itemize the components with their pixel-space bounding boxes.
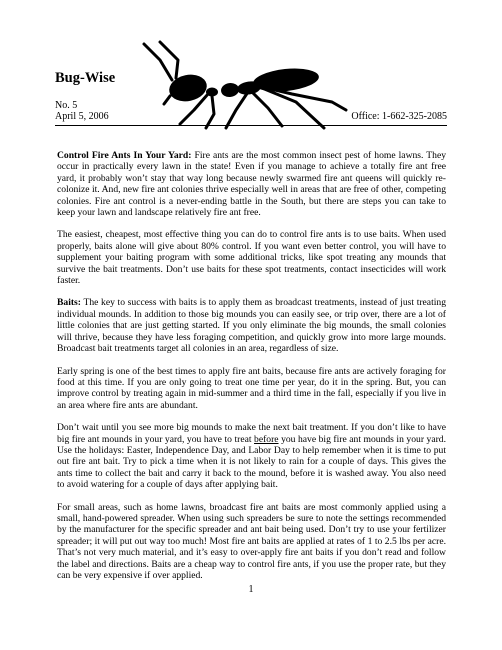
paragraph-text: Early spring is one of the best times to apply fire ant baits, because fire ants are actively foraging for food at this time. If you are only going to treat one time per year, do it in the spring. But, you can improve control by treating again in mid-summer and a third time in the fall, especially if you live in an area where fire ants are abundant. <box>57 365 446 411</box>
paragraph-early-spring <box>57 366 446 412</box>
issue-number: No. 5 <box>55 100 78 111</box>
paragraph-baits-intro <box>57 229 446 286</box>
page-number: 1 <box>248 584 254 595</box>
paragraph-text: The easiest, cheapest, most effective thing you can do to control fire ants is to use baits. When used properly, baits alone will give about 80% control. If you want even better control, you will have to supplement your baiting program with some additional tricks, like spot treating any mounds that survive the bait treatments. Don’t use baits for these spot treatments, contact insecticides will work faster. <box>57 229 446 287</box>
paragraph-text: Don’t wait until you see more big mounds to make the next bait treatment. If you don’t like to have big fire ant mounds in your yard, you have to treat <box>57 422 446 445</box>
paragraph-text: Fire ants are the most common insect pest of home lawns. They occur in practically every lawn in the state! Even if you manage to achieve a totally fire ant free yard, it probably won’t stay that way long because newly swarmed fire ant queens will quickly re-colonize it. And, new fire ant colonies thrive especially well in areas that are free of other, competing colonies. Fire ant control is a never-ending battle in the South, but there are steps you can take to keep your lawn and landscape relatively fire ant free. <box>57 150 447 219</box>
newsletter-title: Bug-Wise <box>55 70 116 86</box>
header-rule <box>55 125 447 126</box>
paragraph-timing <box>57 422 446 490</box>
paragraph-text: The key to success with baits is to apply them as broadcast treatments, instead of just treating individual mounds. In addition to those big mounds you can easily see, or trip over, there are a lot of little colonies that are just getting started. If you only eliminate the big mounds, the small colonies will thrive, because they have less foraging competition, and quickly grow into more large mounds. Broadcast bait treatments target all colonies in an area, regardless of size. <box>57 297 446 355</box>
section-heading-control: Control Fire Ants In Your Yard: <box>57 150 192 161</box>
fire-ant-icon <box>136 30 386 132</box>
issue-date: April 5, 2006 <box>55 111 109 122</box>
office-phone: Office: 1-662-325-2085 <box>351 111 447 122</box>
paragraph-baits <box>57 297 446 354</box>
underlined-word: before <box>254 433 279 445</box>
paragraph-text: you have big fire ant mounds in your yard. Use the holidays: Easter, Independence Day, and Labor Day to help remember when it is time to put out fire ant bait. Try to pick a time when it is not likely to rain for a couple of days. This gives the ants time to collect the bait and carry it back to the mound, before it is washed away. You also need to avoid watering for a couple of days after applying bait. <box>57 433 446 491</box>
paragraph-spreaders <box>57 502 446 582</box>
article-body <box>57 150 446 592</box>
paragraph-text: For small areas, such as home lawns, broadcast fire ant baits are most commonly applied using a small, hand-powered spreader. When using such spreaders be sure to note the settings recommended by the manufacturer for the specific spreader and ant bait being used. Don’t try to use your fertilizer spreader; it will put out way too much! Most fire ant baits are applied at rates of 1 to 2.5 lbs per acre. That’s not very much material, and it’s easy to over-apply fire ant baits if you don’t read and follow the label and directions. Baits are a cheap way to control fire ants, if you use the proper rate, but they can be very expensive if over applied. <box>57 501 446 581</box>
section-heading-baits: Baits: <box>57 297 81 309</box>
paragraph-intro <box>57 150 446 218</box>
